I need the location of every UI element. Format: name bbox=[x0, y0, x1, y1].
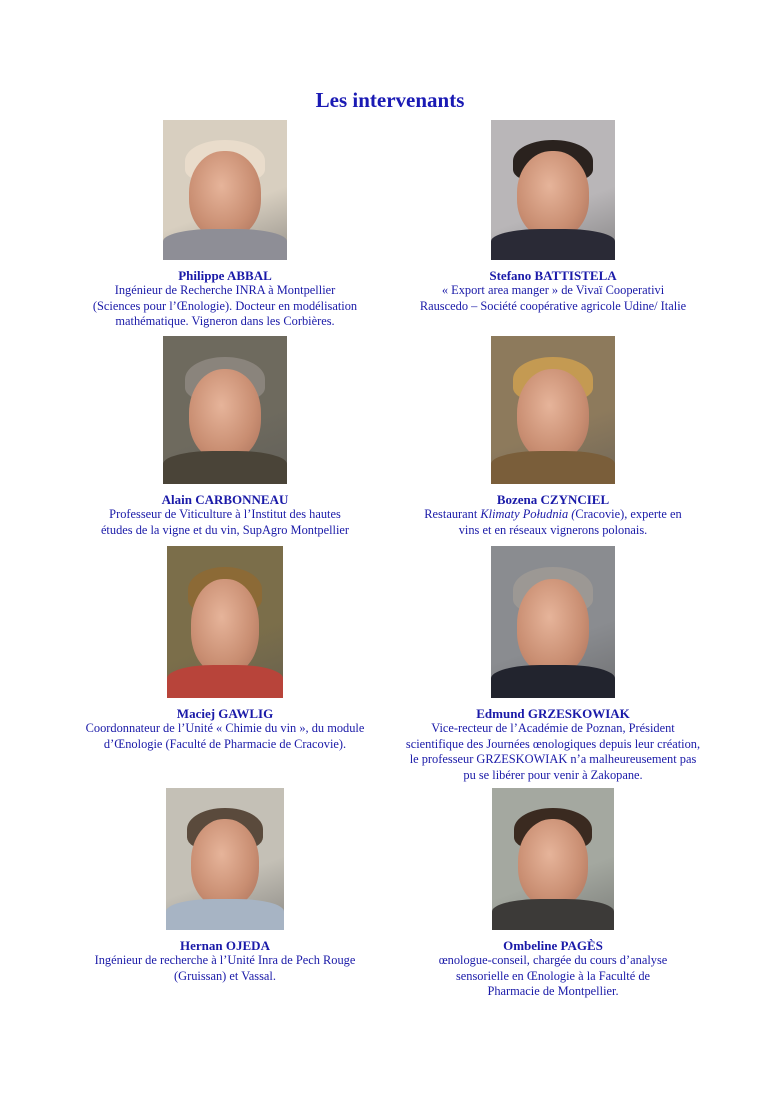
speaker-card-battistela bbox=[373, 120, 733, 314]
speaker-name: Alain CARBONNEAU bbox=[161, 492, 289, 507]
speaker-name: Maciej GAWLIG bbox=[176, 706, 274, 721]
speaker-photo bbox=[491, 120, 615, 260]
speaker-name: Philippe ABBAL bbox=[178, 268, 272, 283]
photo-face bbox=[191, 819, 259, 907]
speaker-role: Restaurant Klimaty Południa (Cracovie), experte en vins et en réseaux vignerons polonais. bbox=[424, 507, 682, 537]
speaker-card-pages bbox=[373, 788, 733, 1000]
speaker-role: Ingénieur de Recherche INRA à Montpellier (Sciences pour l’Œnologie). Docteur en modélisation mathématique. Vigneron dans les Corbières. bbox=[92, 283, 358, 328]
photo-face bbox=[517, 369, 589, 461]
speaker-card-carbonneau bbox=[45, 336, 405, 538]
speaker-photo bbox=[163, 120, 287, 260]
photo-face bbox=[517, 579, 589, 673]
speaker-name: Ombeline PAGÈS bbox=[503, 938, 603, 953]
photo-shoulders bbox=[492, 899, 614, 930]
page-title: Les intervenants bbox=[315, 88, 465, 112]
speaker-name: Hernan OJEDA bbox=[180, 938, 270, 953]
speaker-photo bbox=[163, 336, 287, 484]
photo-shoulders bbox=[491, 229, 615, 260]
speaker-photo bbox=[167, 546, 283, 698]
speaker-name: Bozena CZYNCIEL bbox=[496, 492, 610, 507]
speaker-card-grzeskowiak bbox=[373, 546, 733, 783]
photo-face bbox=[517, 151, 589, 238]
speaker-name: Edmund GRZESKOWIAK bbox=[476, 706, 630, 721]
speaker-card-abbal bbox=[45, 120, 405, 330]
speaker-role: Ingénieur de recherche à l’Unité Inra de Pech Rouge (Gruissan) et Vassal. bbox=[94, 953, 356, 983]
photo-shoulders bbox=[167, 665, 283, 698]
speaker-photo bbox=[491, 546, 615, 698]
photo-face bbox=[189, 369, 261, 461]
photo-face bbox=[189, 151, 261, 238]
photo-shoulders bbox=[166, 899, 284, 930]
speaker-role: « Export area manger » de Vivaï Cooperativi Rauscedo – Société coopérative agricole Udine/ Italie bbox=[419, 283, 687, 313]
speaker-photo bbox=[166, 788, 284, 930]
photo-face bbox=[191, 579, 258, 673]
photo-shoulders bbox=[163, 229, 287, 260]
speaker-role: Professeur de Viticulture à l’Institut des hautes études de la vigne et du vin, SupAgro Montpellier bbox=[100, 507, 350, 537]
speaker-photo bbox=[491, 336, 615, 484]
photo-shoulders bbox=[163, 451, 287, 484]
speaker-card-ojeda bbox=[45, 788, 405, 984]
speaker-photo bbox=[492, 788, 614, 930]
speaker-card-czynciel bbox=[373, 336, 733, 538]
speaker-card-gawlig bbox=[45, 546, 405, 752]
photo-shoulders bbox=[491, 665, 615, 698]
photo-face bbox=[518, 819, 589, 907]
photo-shoulders bbox=[491, 451, 615, 484]
speaker-role: Vice-recteur de l’Académie de Poznan, Président scientifique des Journées œnologiques depuis leur création, le professeur GRZESKOWIAK n’a malheureusement pas pu se libérer pour venir à Zakopane. bbox=[405, 721, 701, 782]
speaker-name: Stefano BATTISTELA bbox=[489, 268, 617, 283]
speaker-role: œnologue-conseil, chargée du cours d’analyse sensorielle en Œnologie à la Faculté de Pharmacie de Montpellier. bbox=[438, 953, 668, 998]
speaker-role: Coordonnateur de l’Unité « Chimie du vin », du module d’Œnologie (Faculté de Pharmacie de Cracovie). bbox=[85, 721, 365, 751]
